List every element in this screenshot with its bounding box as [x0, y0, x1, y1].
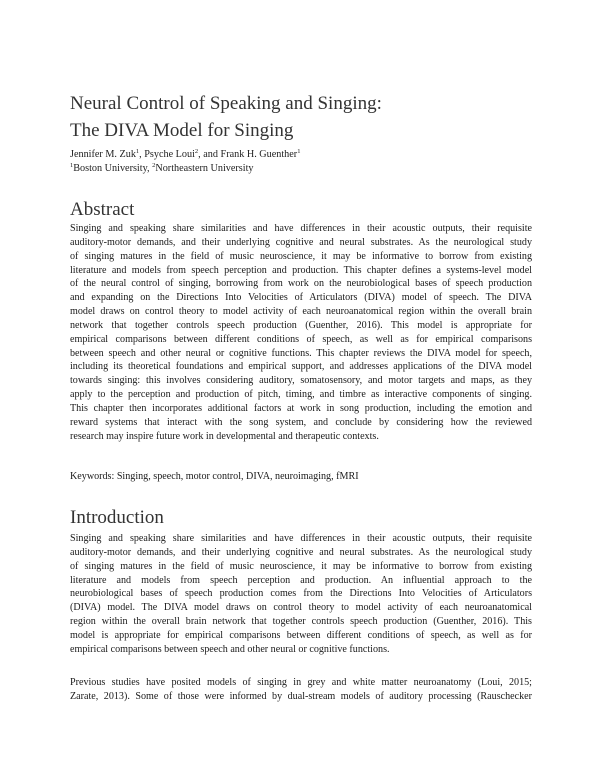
abstract-heading: Abstract [70, 199, 135, 220]
abstract-line: auditory-motor demands, and their underlying cognitive and neural substrates. As the neurological study [70, 236, 532, 248]
author-name: , Psyche Loui [139, 149, 195, 160]
affiliation-marker: 1 [135, 148, 140, 155]
author-block [70, 148, 530, 176]
intro-line: (DIVA) model. The DIVA model draws on control theory to model activity of each neuroanatomical [70, 602, 532, 614]
title-line-1: Neural Control of Speaking and Singing: [70, 93, 382, 114]
keywords-line: Keywords: Singing, speech, motor control, DIVA, neuroimaging, fMRI [70, 471, 359, 482]
introduction-heading: Introduction [70, 507, 164, 528]
abstract-line: of the neural control of singing, borrowing from work on the neurobiological bases of speech production [70, 278, 532, 290]
intro-line: auditory-motor demands, and their underlying cognitive and neural substrates. As the neurological study [70, 546, 532, 558]
author-name: , and Frank H. Guenther [198, 149, 298, 160]
abstract-line: between speech and other neural or cognitive functions. This chapter reviews the DIVA model for speech, [70, 347, 532, 359]
affiliation-marker: 1 [70, 162, 74, 169]
affiliation-name: Northeastern University [155, 163, 254, 174]
abstract-line: research may inspire future work in developmental and therapeutic contexts. [70, 430, 379, 442]
intro-line: neurobiological bases of speech production comes from the Directions Into Velocities of Articulators [70, 588, 532, 600]
intro-line: model is appropriate for empirical comparisons between different conditions of speech, as well as for [70, 629, 532, 641]
abstract-line: and expanding on the Directions Into Velocities of Articulators (DIVA) model of speech. The DIVA [70, 292, 532, 304]
affiliation-marker: 1 [297, 148, 301, 155]
affiliation-marker: 2 [152, 162, 156, 169]
intro-line: Zarate, 2013). Some of those were informed by dual-stream models of auditory processing (Rauschecker [70, 690, 532, 702]
title-line-2: The DIVA Model for Singing [70, 120, 294, 141]
abstract-line: reward systems that interact with the song system, and conclude by considering how the reviewed [70, 416, 532, 428]
author-name: Jennifer M. Zuk [70, 149, 136, 160]
abstract-line: towards singing: this involves considering auditory, somatosensory, and motor targets and maps, as they [70, 375, 532, 387]
abstract-line: apply to the perception and production of pitch, timing, and timbre as interactive components of singing. [70, 389, 532, 401]
abstract-body [70, 222, 532, 444]
affiliation-list [70, 162, 530, 176]
paper-title [70, 90, 530, 144]
introduction-paragraph-2 [70, 676, 532, 704]
intro-line: empirical comparisons between speech and other neural or cognitive functions. [70, 643, 390, 655]
author-list [70, 148, 530, 162]
abstract-line: Singing and speaking share similarities and have differences in their acoustic outputs, their requisite [70, 223, 532, 234]
affiliation-marker: 2 [194, 148, 199, 155]
intro-line: literature and models from speech perception and production. An influential approach to the [70, 574, 532, 586]
affiliation-name: Boston University, [73, 163, 153, 174]
abstract-line: This chapter then incorporates additional factors at work in song production, including the emotion and [70, 402, 532, 414]
abstract-line: literature and models from speech perception and production. This chapter defines a systems-level model [70, 264, 532, 276]
introduction-paragraph-1 [70, 532, 532, 657]
intro-line: Previous studies have posited models of singing in grey and white matter neuroanatomy (Loui, 2015; [70, 677, 532, 688]
abstract-line: empirical comparisons between different conditions of speech, as well as for empirical comparisons [70, 333, 532, 345]
abstract-line: of singing matures in the field of music neuroscience, it may be informative to borrow from existing [70, 250, 532, 262]
intro-line: of singing matures in the field of music neuroscience, it may be informative to borrow from existing [70, 560, 532, 572]
abstract-line: network that together controls speech production (Guenther, 2016). This model is appropriate for [70, 319, 532, 331]
abstract-line: model draws on control theory to model activity of each neuroanatomical region within the overall brain [70, 306, 532, 318]
intro-line: Singing and speaking share similarities and have differences in their acoustic outputs, their requisite [70, 533, 532, 544]
abstract-line: including its theoretical foundations and empirical support, and addresses applications of the DIVA model [70, 361, 532, 373]
intro-line: region within the overall brain network that together controls speech production (Guenther, 2016). This [70, 616, 532, 628]
